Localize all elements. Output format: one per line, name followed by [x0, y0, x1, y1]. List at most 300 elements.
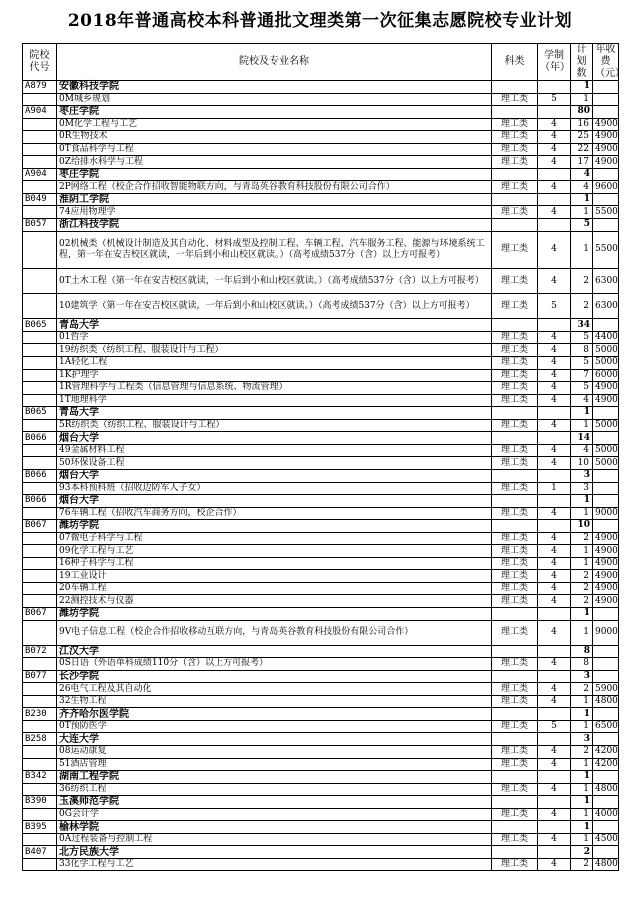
major-fee: 5000 — [593, 357, 619, 370]
school-category — [492, 846, 538, 859]
school-fee — [593, 796, 619, 809]
major-category: 理工类 — [492, 457, 538, 470]
school-fee — [593, 733, 619, 746]
major-name: 51酒店管理 — [57, 758, 492, 771]
school-row — [23, 645, 619, 658]
major-years: 4 — [538, 758, 571, 771]
major-name: 22测控技术与仪器 — [57, 595, 492, 608]
major-code — [23, 683, 57, 696]
major-fee: 4900 — [593, 131, 619, 144]
major-fee: 5900 — [593, 683, 619, 696]
major-category: 理工类 — [492, 545, 538, 558]
major-plan-count: 7 — [571, 369, 593, 382]
school-fee — [593, 495, 619, 508]
major-name: 10建筑学（第一年在安吉校区就读，一年后到小和山校区就读。）（高考成绩537分（含）以上方可报考） — [57, 294, 492, 319]
major-fee: 4900 — [593, 118, 619, 131]
major-name: 50环保设备工程 — [57, 457, 492, 470]
major-category: 理工类 — [492, 532, 538, 545]
major-name: 9V电子信息工程（校企合作招收移动互联方向，与青岛英谷教育科技股份有限公司合作） — [57, 620, 492, 645]
school-plan-count: 1 — [571, 407, 593, 420]
major-fee: 4000 — [593, 808, 619, 821]
major-category: 理工类 — [492, 181, 538, 194]
major-category: 理工类 — [492, 118, 538, 131]
major-code — [23, 206, 57, 219]
school-category — [492, 432, 538, 445]
school-plan-count: 1 — [571, 193, 593, 206]
school-code: B390 — [23, 796, 57, 809]
major-years: 4 — [538, 858, 571, 871]
major-years: 4 — [538, 369, 571, 382]
school-name: 青岛大学 — [57, 407, 492, 420]
school-code: B258 — [23, 733, 57, 746]
major-name: 1R管理科学与工程类（信息管理与信息系统、物流管理） — [57, 382, 492, 395]
major-row — [23, 683, 619, 696]
major-row — [23, 181, 619, 194]
school-category — [492, 469, 538, 482]
major-fee: 4900 — [593, 532, 619, 545]
major-years: 4 — [538, 595, 571, 608]
major-code — [23, 156, 57, 169]
major-plan-count: 1 — [571, 720, 593, 733]
major-fee: 4900 — [593, 156, 619, 169]
header-school-code: 院校 代号 — [23, 44, 57, 81]
school-years — [538, 846, 571, 859]
school-fee — [593, 407, 619, 420]
school-category — [492, 407, 538, 420]
major-name: 32生物工程 — [57, 695, 492, 708]
major-fee: 5000 — [593, 457, 619, 470]
major-name: 19工业设计 — [57, 570, 492, 583]
school-plan-count: 4 — [571, 168, 593, 181]
major-code — [23, 507, 57, 520]
school-plan-count: 1 — [571, 607, 593, 620]
school-years — [538, 432, 571, 445]
school-name: 枣庄学院 — [57, 106, 492, 119]
major-code — [23, 369, 57, 382]
school-row — [23, 796, 619, 809]
school-category — [492, 168, 538, 181]
page-title: 2018年普通高校本科普通批文理类第一次征集志愿院校专业计划 — [67, 11, 573, 31]
school-category — [492, 219, 538, 232]
major-plan-count: 1 — [571, 695, 593, 708]
major-code — [23, 118, 57, 131]
major-category: 理工类 — [492, 143, 538, 156]
admission-plan-table — [22, 43, 625, 871]
major-row — [23, 745, 619, 758]
major-code — [23, 557, 57, 570]
major-category: 理工类 — [492, 758, 538, 771]
school-plan-count: 10 — [571, 520, 593, 533]
major-category: 理工类 — [492, 683, 538, 696]
major-code — [23, 394, 57, 407]
school-years — [538, 733, 571, 746]
major-fee: 4900 — [593, 595, 619, 608]
major-code — [23, 181, 57, 194]
major-code — [23, 658, 57, 671]
school-plan-count: 80 — [571, 106, 593, 119]
major-name: 1A轻化工程 — [57, 357, 492, 370]
major-name: 36纺织工程 — [57, 783, 492, 796]
school-category — [492, 520, 538, 533]
major-fee: 4900 — [593, 582, 619, 595]
school-category — [492, 106, 538, 119]
major-years: 4 — [538, 231, 571, 269]
major-fee: 4900 — [593, 545, 619, 558]
school-code: B067 — [23, 520, 57, 533]
school-row — [23, 407, 619, 420]
school-category — [492, 81, 538, 94]
school-name: 江汉大学 — [57, 645, 492, 658]
major-name: 0A过程装备与控制工程 — [57, 833, 492, 846]
major-plan-count: 16 — [571, 118, 593, 131]
major-plan-count: 2 — [571, 683, 593, 696]
major-years: 4 — [538, 118, 571, 131]
school-category — [492, 771, 538, 784]
major-years: 4 — [538, 532, 571, 545]
major-years: 4 — [538, 557, 571, 570]
major-years: 5 — [538, 294, 571, 319]
major-category: 理工类 — [492, 269, 538, 294]
major-plan-count: 2 — [571, 570, 593, 583]
major-fee: 6300 — [593, 294, 619, 319]
major-category: 理工类 — [492, 357, 538, 370]
school-row — [23, 432, 619, 445]
major-plan-count: 1 — [571, 833, 593, 846]
major-code — [23, 532, 57, 545]
major-row — [23, 507, 619, 520]
major-code — [23, 131, 57, 144]
major-category: 理工类 — [492, 808, 538, 821]
major-name: 2P网络工程（校企合作招收智能物联方向，与青岛英谷教育科技股份有限公司合作） — [57, 181, 492, 194]
major-code — [23, 269, 57, 294]
school-years — [538, 821, 571, 834]
major-fee: 4900 — [593, 570, 619, 583]
school-years — [538, 607, 571, 620]
school-row — [23, 670, 619, 683]
school-years — [538, 219, 571, 232]
major-years: 4 — [538, 382, 571, 395]
major-row — [23, 143, 619, 156]
major-category: 理工类 — [492, 93, 538, 106]
major-fee — [593, 93, 619, 106]
school-plan-count: 1 — [571, 796, 593, 809]
school-years — [538, 469, 571, 482]
school-plan-count: 1 — [571, 708, 593, 721]
school-plan-count: 1 — [571, 771, 593, 784]
major-years: 4 — [538, 783, 571, 796]
major-code — [23, 695, 57, 708]
school-category — [492, 319, 538, 332]
major-name: 02机械类（机械设计制造及其自动化、材料成型及控制工程、车辆工程、汽车服务工程、能源与环境系统工程，第一年在安吉校区就读，一年后到小和山校区就读。）（高考成绩537分（含）以上方可报考） — [57, 231, 492, 269]
major-code — [23, 858, 57, 871]
major-fee: 4800 — [593, 858, 619, 871]
school-plan-count: 1 — [571, 821, 593, 834]
school-category — [492, 796, 538, 809]
major-row — [23, 231, 619, 269]
school-row — [23, 708, 619, 721]
major-code — [23, 457, 57, 470]
major-years: 4 — [538, 545, 571, 558]
major-plan-count: 2 — [571, 532, 593, 545]
major-row — [23, 457, 619, 470]
major-row — [23, 595, 619, 608]
major-category: 理工类 — [492, 382, 538, 395]
major-category: 理工类 — [492, 745, 538, 758]
major-row — [23, 545, 619, 558]
school-name: 湖南工程学院 — [57, 771, 492, 784]
school-category — [492, 645, 538, 658]
major-years: 4 — [538, 181, 571, 194]
major-years: 4 — [538, 808, 571, 821]
major-plan-count: 2 — [571, 858, 593, 871]
major-fee — [593, 658, 619, 671]
major-category: 理工类 — [492, 582, 538, 595]
school-code: B072 — [23, 645, 57, 658]
major-years: 4 — [538, 444, 571, 457]
school-years — [538, 645, 571, 658]
school-category — [492, 607, 538, 620]
school-row — [23, 771, 619, 784]
major-fee: 4200 — [593, 745, 619, 758]
major-plan-count: 1 — [571, 545, 593, 558]
school-plan-count: 3 — [571, 469, 593, 482]
school-fee — [593, 708, 619, 721]
major-code — [23, 570, 57, 583]
major-years: 5 — [538, 720, 571, 733]
major-row — [23, 444, 619, 457]
major-name: 20车辆工程 — [57, 582, 492, 595]
school-name: 枣庄学院 — [57, 168, 492, 181]
major-category: 理工类 — [492, 444, 538, 457]
major-plan-count: 1 — [571, 507, 593, 520]
major-plan-count: 3 — [571, 482, 593, 495]
major-years: 5 — [538, 93, 571, 106]
school-code: A904 — [23, 106, 57, 119]
major-years: 4 — [538, 570, 571, 583]
major-fee: 4900 — [593, 394, 619, 407]
major-name: 07微电子科学与工程 — [57, 532, 492, 545]
school-name: 大连大学 — [57, 733, 492, 746]
school-plan-count: 3 — [571, 670, 593, 683]
major-code — [23, 758, 57, 771]
major-years: 4 — [538, 745, 571, 758]
school-fee — [593, 821, 619, 834]
major-code — [23, 357, 57, 370]
major-name: 93本科预科班（招收边防军人子女） — [57, 482, 492, 495]
major-years: 4 — [538, 344, 571, 357]
table-header-row — [23, 44, 619, 81]
major-code — [23, 745, 57, 758]
major-fee: 4800 — [593, 695, 619, 708]
major-fee: 5500 — [593, 231, 619, 269]
school-name: 安徽科技学院 — [57, 81, 492, 94]
major-years: 4 — [538, 683, 571, 696]
major-plan-count: 1 — [571, 206, 593, 219]
header-plan: 计划 数 — [571, 44, 593, 81]
major-row — [23, 394, 619, 407]
school-code: B066 — [23, 469, 57, 482]
major-row — [23, 419, 619, 432]
major-fee: 4900 — [593, 557, 619, 570]
school-category — [492, 495, 538, 508]
major-fee — [593, 482, 619, 495]
major-code — [23, 833, 57, 846]
school-plan-count: 5 — [571, 219, 593, 232]
major-row — [23, 582, 619, 595]
major-category: 理工类 — [492, 231, 538, 269]
school-name: 烟台大学 — [57, 469, 492, 482]
school-years — [538, 796, 571, 809]
major-years: 4 — [538, 143, 571, 156]
school-name: 齐齐哈尔医学院 — [57, 708, 492, 721]
major-category: 理工类 — [492, 294, 538, 319]
major-fee: 4400 — [593, 331, 619, 344]
major-name: 01哲学 — [57, 331, 492, 344]
major-row — [23, 858, 619, 871]
major-plan-count: 25 — [571, 131, 593, 144]
major-row — [23, 331, 619, 344]
school-fee — [593, 106, 619, 119]
school-name: 北方民族大学 — [57, 846, 492, 859]
major-fee: 5500 — [593, 206, 619, 219]
major-plan-count: 1 — [571, 758, 593, 771]
school-years — [538, 520, 571, 533]
major-plan-count: 2 — [571, 582, 593, 595]
major-plan-count: 4 — [571, 444, 593, 457]
school-fee — [593, 193, 619, 206]
major-category: 理工类 — [492, 482, 538, 495]
major-fee: 4900 — [593, 143, 619, 156]
school-fee — [593, 219, 619, 232]
school-name: 榆林学院 — [57, 821, 492, 834]
major-plan-count: 17 — [571, 156, 593, 169]
major-plan-count: 2 — [571, 269, 593, 294]
major-code — [23, 595, 57, 608]
major-row — [23, 482, 619, 495]
school-name: 烟台大学 — [57, 432, 492, 445]
major-category: 理工类 — [492, 658, 538, 671]
major-name: 76车辆工程（招收汽车商务方向，校企合作） — [57, 507, 492, 520]
major-category: 理工类 — [492, 595, 538, 608]
school-years — [538, 193, 571, 206]
major-row — [23, 369, 619, 382]
major-category: 理工类 — [492, 419, 538, 432]
major-name: 16种子科学与工程 — [57, 557, 492, 570]
school-row — [23, 495, 619, 508]
major-name: 08运动康复 — [57, 745, 492, 758]
major-plan-count: 2 — [571, 745, 593, 758]
major-row — [23, 532, 619, 545]
school-code: B342 — [23, 771, 57, 784]
school-category — [492, 708, 538, 721]
school-row — [23, 168, 619, 181]
major-years: 4 — [538, 695, 571, 708]
school-fee — [593, 846, 619, 859]
major-years: 1 — [538, 482, 571, 495]
major-row — [23, 156, 619, 169]
school-row — [23, 469, 619, 482]
school-code: B395 — [23, 821, 57, 834]
major-row — [23, 658, 619, 671]
major-years: 4 — [538, 457, 571, 470]
major-name: 0Z给排水科学与工程 — [57, 156, 492, 169]
major-code — [23, 382, 57, 395]
school-plan-count: 34 — [571, 319, 593, 332]
school-code: B066 — [23, 495, 57, 508]
major-name: 0M化学工程与工艺 — [57, 118, 492, 131]
major-row — [23, 758, 619, 771]
major-row — [23, 695, 619, 708]
school-plan-count: 1 — [571, 81, 593, 94]
major-years: 4 — [538, 419, 571, 432]
school-plan-count: 8 — [571, 645, 593, 658]
school-row — [23, 319, 619, 332]
school-years — [538, 168, 571, 181]
major-plan-count: 1 — [571, 557, 593, 570]
school-years — [538, 407, 571, 420]
major-code — [23, 344, 57, 357]
school-code: B049 — [23, 193, 57, 206]
major-years: 4 — [538, 206, 571, 219]
major-category: 理工类 — [492, 695, 538, 708]
major-name: 5R纺织类（纺织工程、服装设计与工程） — [57, 419, 492, 432]
school-fee — [593, 670, 619, 683]
major-plan-count: 8 — [571, 658, 593, 671]
school-category — [492, 733, 538, 746]
major-name: 0T食品科学与工程 — [57, 143, 492, 156]
school-plan-count: 1 — [571, 495, 593, 508]
major-code — [23, 331, 57, 344]
major-code — [23, 231, 57, 269]
major-years: 4 — [538, 357, 571, 370]
major-name: 0S日语（外语单科成绩110分（含）以上方可报考） — [57, 658, 492, 671]
school-fee — [593, 81, 619, 94]
major-row — [23, 206, 619, 219]
major-fee: 4200 — [593, 758, 619, 771]
major-category: 理工类 — [492, 369, 538, 382]
major-plan-count: 8 — [571, 344, 593, 357]
major-plan-count: 4 — [571, 394, 593, 407]
school-code: A904 — [23, 168, 57, 181]
major-fee: 6000 — [593, 369, 619, 382]
major-fee: 5000 — [593, 344, 619, 357]
school-row — [23, 821, 619, 834]
major-row — [23, 808, 619, 821]
major-years: 4 — [538, 331, 571, 344]
school-years — [538, 771, 571, 784]
table-body — [23, 81, 619, 871]
school-fee — [593, 469, 619, 482]
school-row — [23, 106, 619, 119]
school-code: B067 — [23, 607, 57, 620]
school-fee — [593, 520, 619, 533]
major-row — [23, 294, 619, 319]
major-plan-count: 5 — [571, 382, 593, 395]
major-code — [23, 582, 57, 595]
school-years — [538, 495, 571, 508]
major-fee: 5000 — [593, 419, 619, 432]
school-name: 潍坊学院 — [57, 607, 492, 620]
major-row — [23, 833, 619, 846]
major-name: 49金属材料工程 — [57, 444, 492, 457]
school-code: B065 — [23, 319, 57, 332]
major-plan-count: 1 — [571, 783, 593, 796]
school-years — [538, 81, 571, 94]
major-fee: 9000 — [593, 620, 619, 645]
major-years: 4 — [538, 156, 571, 169]
header-years: 学制 （年） — [538, 44, 571, 81]
major-plan-count: 1 — [571, 808, 593, 821]
